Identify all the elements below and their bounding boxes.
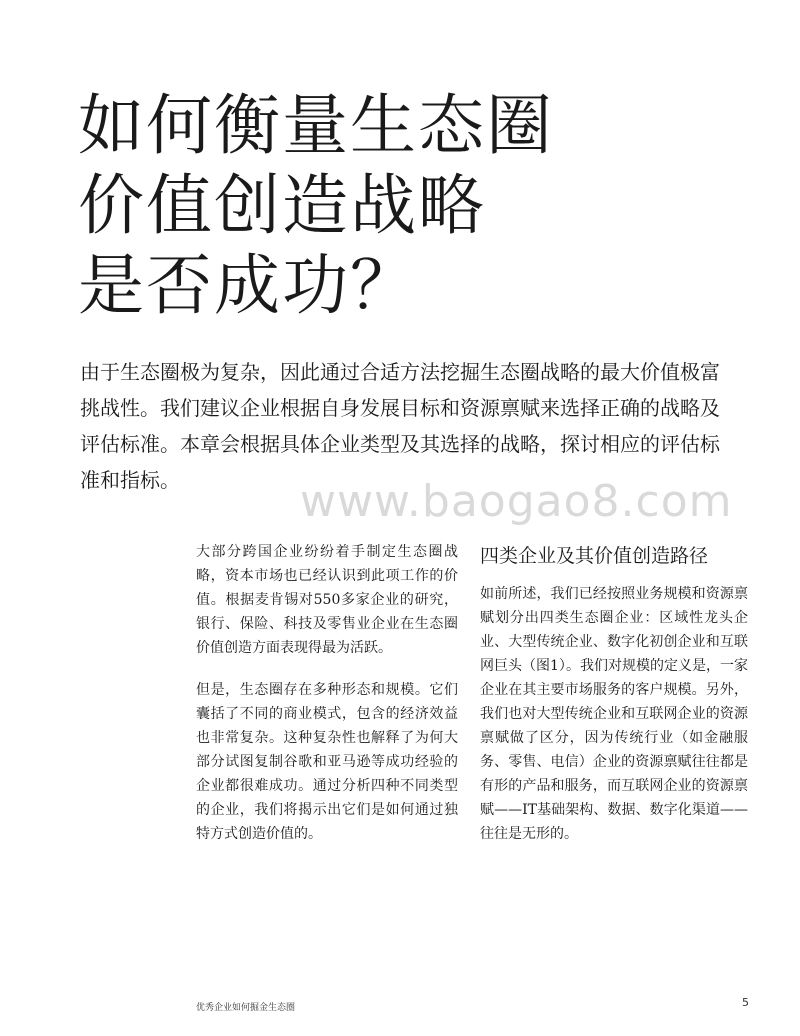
left-column	[196, 540, 458, 864]
title-line-3: 是否成功？	[78, 247, 418, 324]
right-column	[480, 540, 748, 864]
title-line-1: 如何衡量生态圈	[78, 87, 554, 164]
footer-publication: 优秀企业如何掘金生态圈	[196, 1003, 296, 1013]
watermark: www.baogao8.com	[300, 476, 733, 527]
page-number: 5	[742, 996, 749, 1009]
section-heading: 四类企业及其价值创造路径	[480, 545, 709, 567]
intro-paragraph: 由于生态圈极为复杂，因此通过合适方法挖掘生态圈战略的最大价值极富挑战性。我们建议企业根据自身发展目标和资源禀赋来选择正确的战略及评估标准。本章会根据具体企业类型及其选择的战略，探讨相应的评估标准和指标。	[80, 360, 720, 492]
right-paragraph-1: 如前所述，我们已经按照业务规模和资源禀赋划分出四类生态圈企业：区域性龙头企业、大型传统企业、数字化初创企业和互联网巨头（图1）。我们对规模的定义是，一家企业在其主要市场服务的客户规模。另外，我们也对大型传统企业和互联网企业的资源禀赋做了区分，因为传统行业（如金融服务、零售、电信）企业的资源禀赋往往都是有形的产品和服务，而互联网企业的资源禀赋——IT基础架构、数据、数字化渠道——往往是无形的。	[480, 586, 748, 842]
title-line-2: 价值创造战略	[78, 167, 486, 244]
page-title	[78, 86, 554, 326]
left-paragraph-2: 但是，生态圈存在多种形态和规模。它们囊括了不同的商业模式，包含的经济效益也非常复杂。这种复杂性也解释了为何大部分试图复制谷歌和亚马逊等成功经验的企业都很难成功。通过分析四种不同类型的企业，我们将揭示出它们是如何通过独特方式创造价值的。	[196, 682, 458, 842]
left-paragraph-1: 大部分跨国企业纷纷着手制定生态圈战略，资本市场也已经认识到此项工作的价值。根据麦肯锡对550多家企业的研究，银行、保险、科技及零售业企业在生态圈价值创造方面表现得最为活跃。	[196, 544, 458, 656]
